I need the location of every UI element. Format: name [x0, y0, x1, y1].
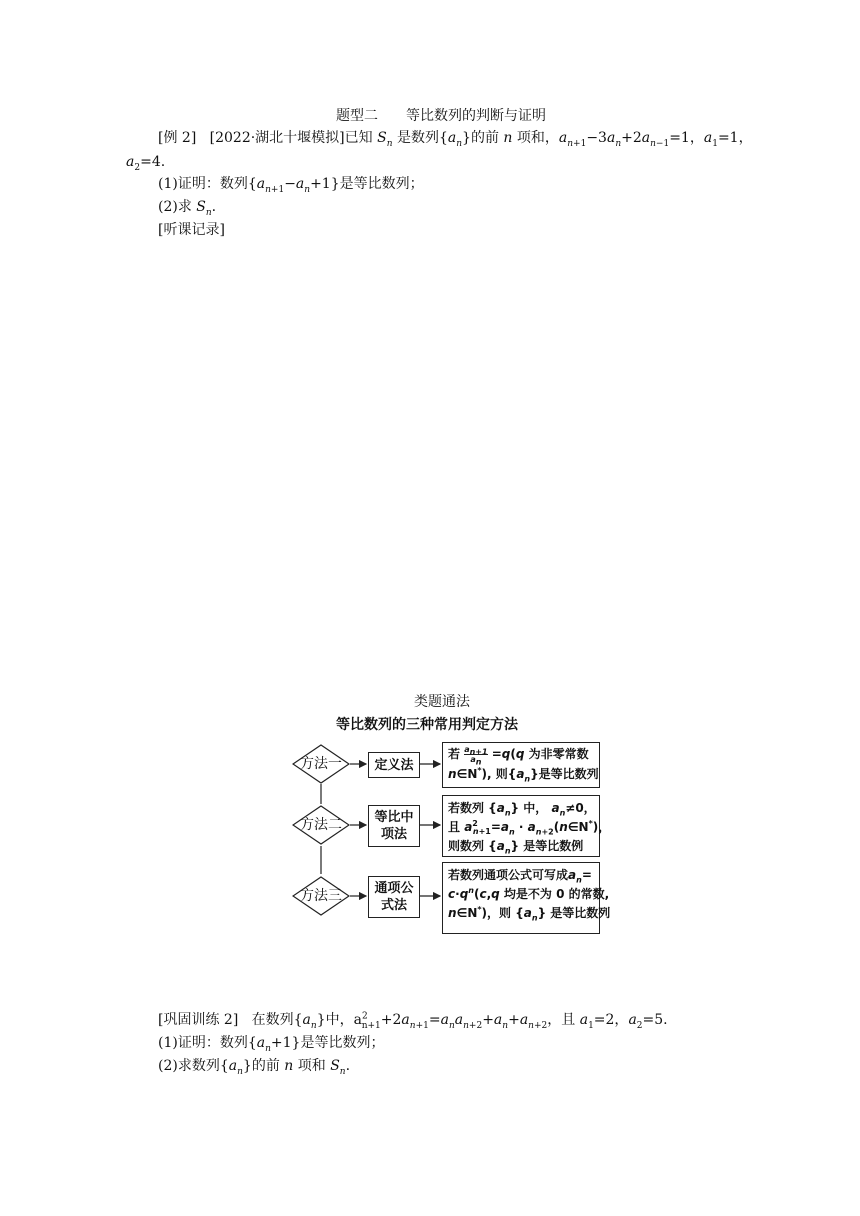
method-2-diamond: 方法二 [292, 805, 350, 845]
method-3-description: 若数列通项公式可写成$a_n=$ $c\cdot q^n(c,q$ 均是不为 0 的常数, n∈N*)，则 $\{a_n\}$ 是等比数列 [442, 862, 600, 934]
method-1-diamond: 方法一 [292, 744, 350, 784]
method-2-description: 若数列 $\{a_n\}$ 中， $a_n\ne 0$， 且 $a^2_{n+1}=a_n$ · $a_{n+2}(n\in N^*)$， 则数列 $\{a_n\}$ 是等比数例 [442, 795, 600, 857]
example-2-q1: (1)证明：数列$\{a_{n+1}-a_n+1\}$是等比数列； [158, 176, 424, 195]
example-2-q2: (2)求 $S_n$. [158, 199, 217, 218]
practice-2-q2: (2)求数列$\{a_n\}$的前 n 项和 $S_n$. [158, 1058, 351, 1077]
section-title: 题型二 等比数列的判断与证明 [336, 108, 546, 124]
example-2-cont: $a_2=4$. [126, 154, 166, 173]
practice-2-statement: [巩固训练 2] 在数列$\{a_n\}$中，$a^2_{n+1}+2a_{n+1}=a_na_{n+2}+a_n+a_{n+2}$，且 $a_1=2$，$a_2=5$. [158, 1011, 668, 1031]
method-2-name-box: 等比中 项法 [368, 805, 420, 847]
determination-methods-flowchart [288, 742, 611, 938]
method-3-diamond: 方法三 [292, 876, 350, 916]
method-1-name-box: 定义法 [368, 752, 420, 778]
example-tag: [例 2] [158, 130, 197, 146]
example-2-statement: [例 2] [2022·湖北十堰模拟]已知 $S_n$ 是数列$\{a_n\}$的前 n 项和，$a_{n+1}-3a_n+2a_{n-1}=1$，$a_1=1$， [158, 130, 753, 149]
practice-2-q1: (1)证明：数列$\{a_n+1\}$是等比数列； [158, 1035, 385, 1054]
practice-tag: [巩固训练 2] [158, 1012, 239, 1028]
method-1-description: 若 $\frac{a_{n+1}}{a_n}$ =q(q 为非零常数 n∈N*), 则$\{a_n\}$是等比数列 [442, 742, 600, 788]
example-source: [2022·湖北十堰模拟] [209, 130, 345, 146]
lecture-notes-label: [听课记录] [158, 222, 225, 238]
method-3-name-box: 通项公 式法 [368, 876, 420, 918]
method-summary-heading: 类题通法 [414, 694, 470, 710]
method-summary-subheading: 等比数列的三种常用判定方法 [336, 717, 518, 733]
